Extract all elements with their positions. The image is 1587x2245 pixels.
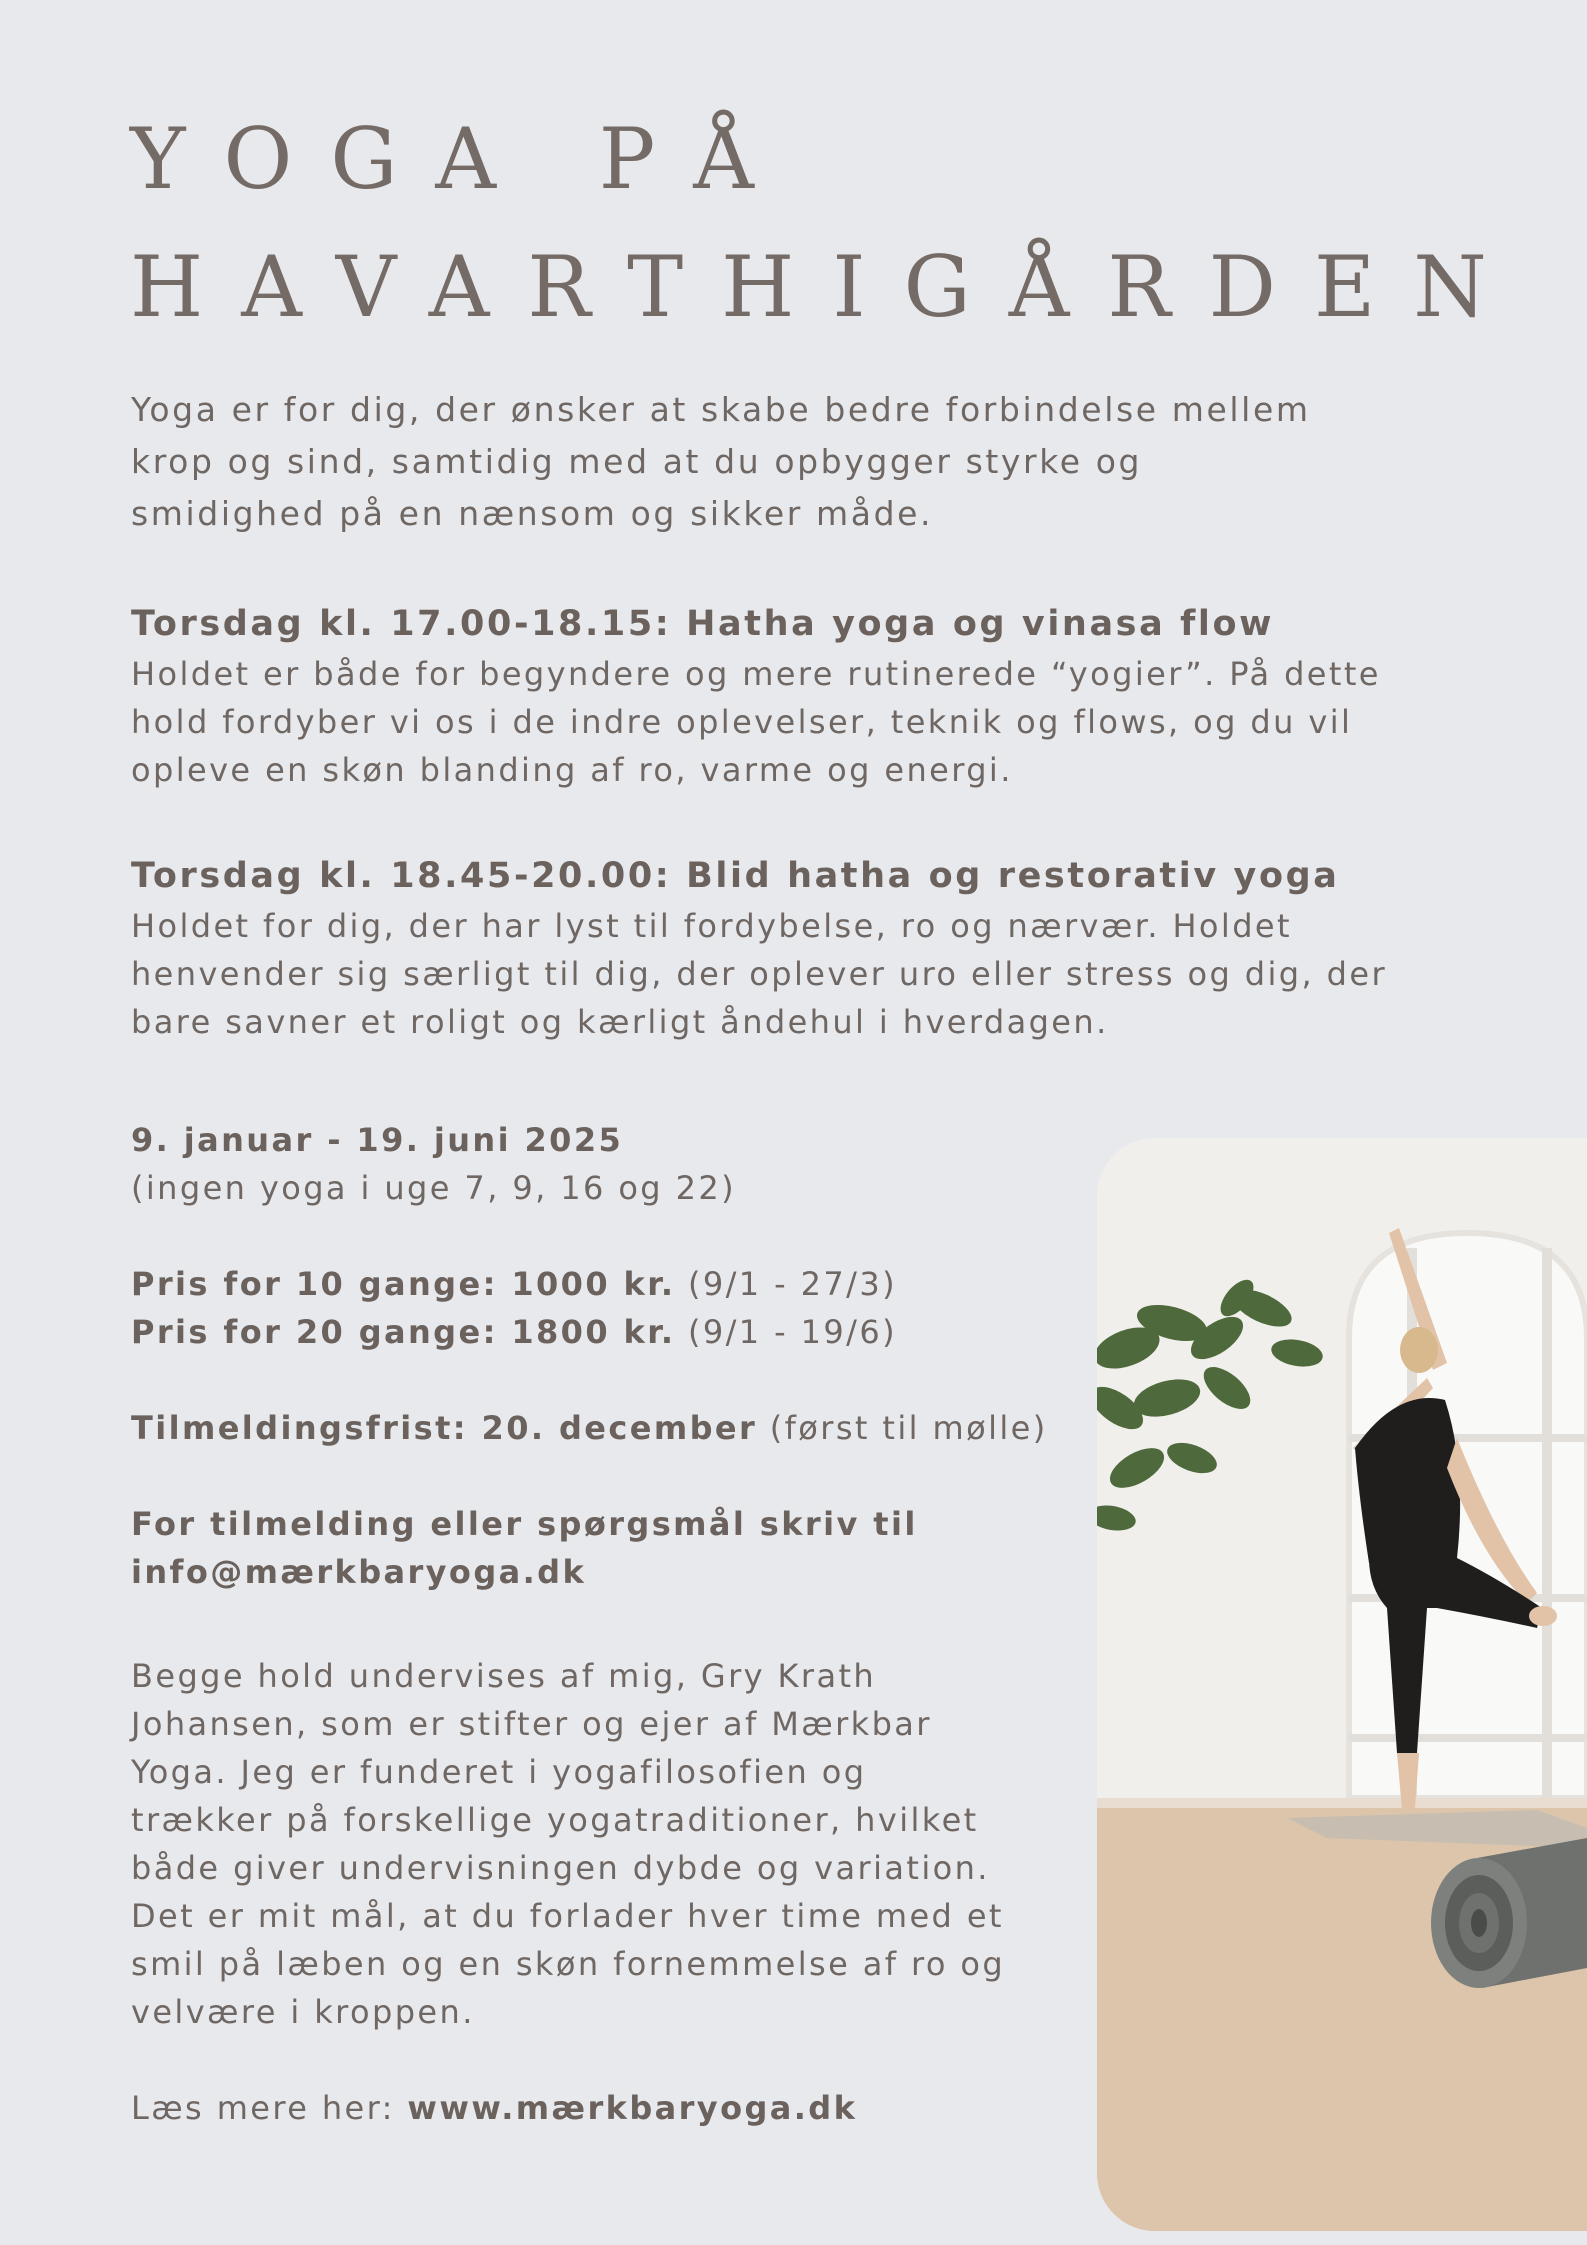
read-more: [131, 2084, 857, 2132]
yoga-photo: [1097, 1138, 1587, 2231]
contact-section: [131, 1500, 918, 1596]
about-line: velvære i kroppen.: [131, 1993, 475, 2031]
about-paragraph: [131, 1652, 1005, 2036]
intro-line: Yoga er for dig, der ønsker at skabe bedre forbindelse mellem: [131, 390, 1311, 429]
about-line: trækker på forskellige yogatraditioner, hvilket: [131, 1801, 979, 1839]
deadline-section: [131, 1404, 1048, 1452]
class-2-line: bare savner et roligt og kærligt åndehul i hverdagen.: [131, 1003, 1109, 1041]
floor-edge: [1097, 1798, 1587, 1808]
about-line: Yoga. Jeg er funderet i yogafilosofien og: [131, 1753, 867, 1791]
class-1-section: [131, 598, 1381, 794]
about-line: både giver undervisningen dybde og variation.: [131, 1849, 990, 1887]
price-row: [131, 1308, 897, 1356]
class-1-line: opleve en skøn blanding af ro, varme og energi.: [131, 751, 1013, 789]
contact-email-link[interactable]: info@mærkbaryoga.dk: [131, 1553, 587, 1591]
deadline-label: Tilmeldingsfrist: 20. december: [131, 1409, 758, 1447]
class-2-heading: Torsdag kl. 18.45-20.00: Blid hatha og restorativ yoga: [131, 856, 1340, 896]
class-1-description: [131, 650, 1381, 794]
class-2-description: [131, 902, 1387, 1046]
price-period: (9/1 - 19/6): [675, 1313, 897, 1351]
price-label: Pris for 10 gange: 1000 kr.: [131, 1265, 676, 1303]
intro-line: smidighed på en nænsom og sikker måde.: [131, 494, 934, 533]
title-line-1: YOGA PÅ: [130, 110, 792, 208]
about-line: Begge hold undervises af mig, Gry Krath: [131, 1657, 877, 1695]
price-row: [131, 1260, 897, 1308]
read-more-label: Læs mere her:: [131, 2089, 408, 2127]
title-line-2: HAVARTHIGÅRDEN: [130, 238, 1525, 336]
website-link[interactable]: www.mærkbaryoga.dk: [407, 2089, 858, 2127]
intro-paragraph: [131, 384, 1311, 540]
about-line: Johansen, som er stifter og ejer af Mærkbar: [131, 1705, 932, 1743]
intro-line: krop og sind, samtidig med at du opbygger styrke og: [131, 442, 1143, 481]
prices-section: [131, 1260, 897, 1356]
page-title: [130, 95, 1550, 351]
about-line: smil på læben og en skøn fornemmelse af ro og: [131, 1945, 1006, 1983]
dates-section: [131, 1116, 736, 1212]
price-label: Pris for 20 gange: 1800 kr.: [131, 1313, 676, 1351]
yoga-illustration: [1097, 1138, 1587, 2231]
class-1-line: Holdet er både for begyndere og mere rutinerede “yogier”. På dette: [131, 655, 1381, 693]
contact-text: For tilmelding eller spørgsmål skriv til: [131, 1505, 918, 1543]
price-period: (9/1 - 27/3): [675, 1265, 897, 1303]
class-2-line: henvender sig særligt til dig, der oplever uro eller stress og dig, der: [131, 955, 1388, 993]
class-1-line: hold fordyber vi os i de indre oplevelser, teknik og flows, og du vil: [131, 703, 1353, 741]
date-note: (ingen yoga i uge 7, 9, 16 og 22): [131, 1169, 736, 1207]
deadline-note: (først til mølle): [757, 1409, 1048, 1447]
class-1-heading: Torsdag kl. 17.00-18.15: Hatha yoga og vinasa flow: [131, 604, 1275, 644]
about-line: Det er mit mål, at du forlader hver time med et: [131, 1897, 1004, 1935]
class-2-section: [131, 850, 1387, 1046]
class-2-line: Holdet for dig, der har lyst til fordybelse, ro og nærvær. Holdet: [131, 907, 1292, 945]
date-range: 9. januar - 19. juni 2025: [131, 1121, 624, 1159]
